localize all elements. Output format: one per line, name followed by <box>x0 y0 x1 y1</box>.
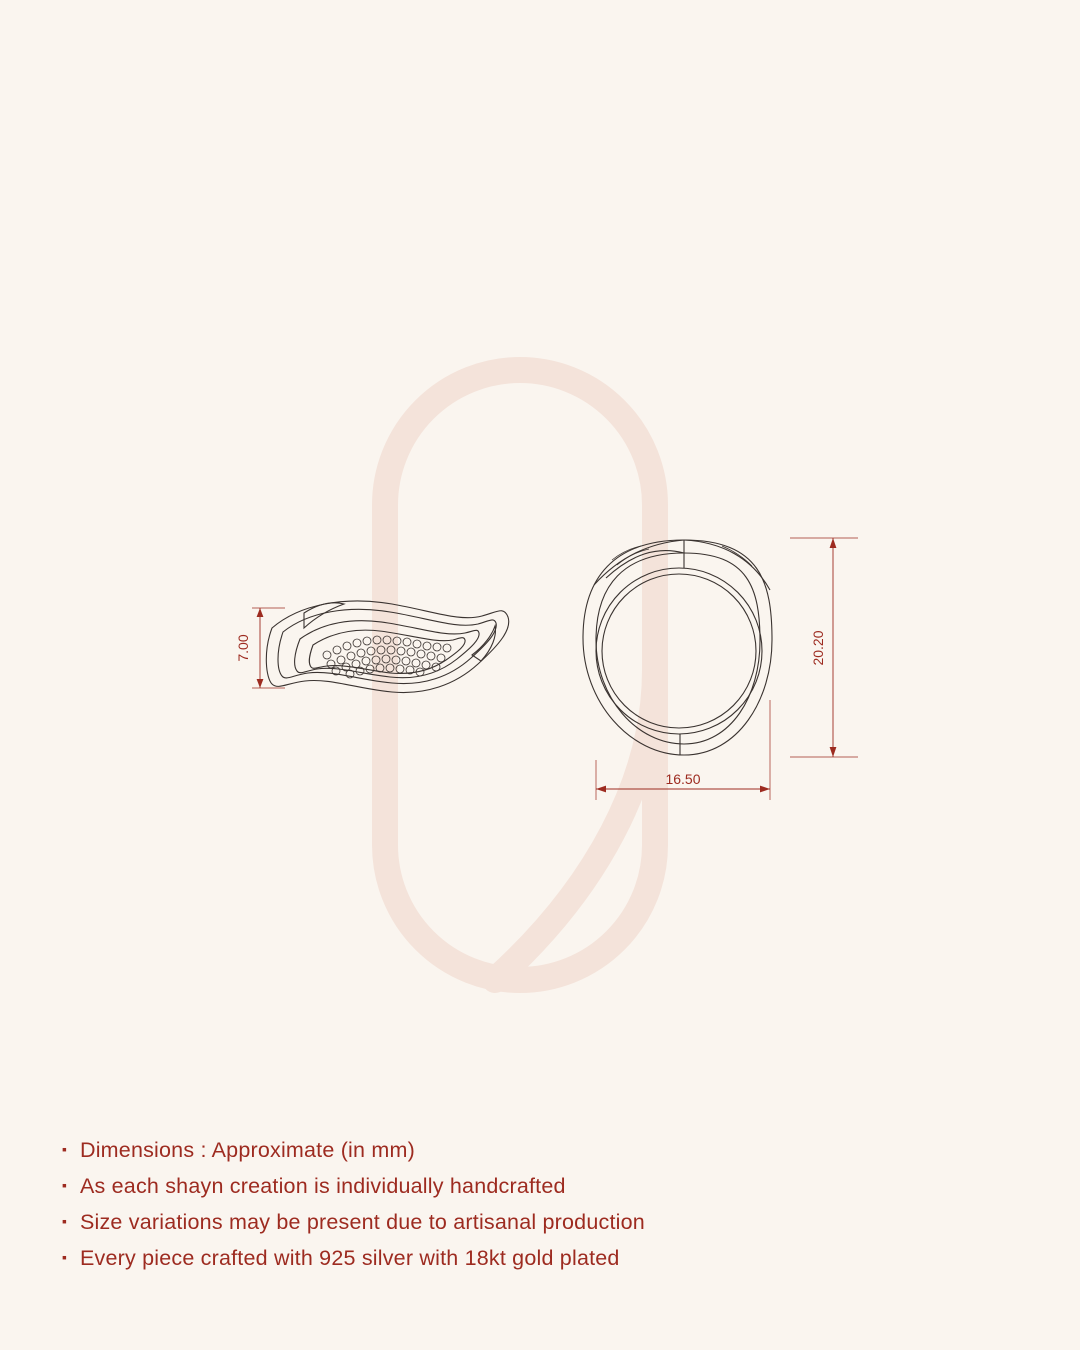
dimension-7-00 <box>235 608 285 688</box>
bullet-icon: ▪ <box>62 1141 67 1157</box>
dimension-label-20-20: 20.20 <box>810 630 826 666</box>
dimension-16-50 <box>596 700 770 800</box>
note-text: Size variations may be present due to artisanal production <box>79 1210 645 1234</box>
top-view-geometry <box>266 601 508 693</box>
bullet-icon: ▪ <box>62 1177 67 1193</box>
note-text: As each shayn creation is individually handcrafted <box>79 1174 566 1198</box>
note-text: Dimensions : Approximate (in mm) <box>79 1138 415 1162</box>
dimension-label-16-50: 16.50 <box>665 771 701 787</box>
notes-list <box>62 1138 1002 1282</box>
pave-stones <box>323 636 451 678</box>
dimension-20-20 <box>790 538 858 757</box>
list-item <box>62 1210 1002 1235</box>
list-item <box>62 1138 1002 1163</box>
bullet-icon: ▪ <box>62 1249 67 1265</box>
bullet-icon: ▪ <box>62 1213 67 1229</box>
dimension-label-7-00: 7.00 <box>235 634 251 662</box>
list-item <box>62 1246 1002 1271</box>
dimension-annotations <box>235 538 858 800</box>
front-view-geometry <box>583 540 772 755</box>
list-item <box>62 1174 1002 1199</box>
note-text: Every piece crafted with 925 silver with 18kt gold plated <box>79 1246 620 1270</box>
